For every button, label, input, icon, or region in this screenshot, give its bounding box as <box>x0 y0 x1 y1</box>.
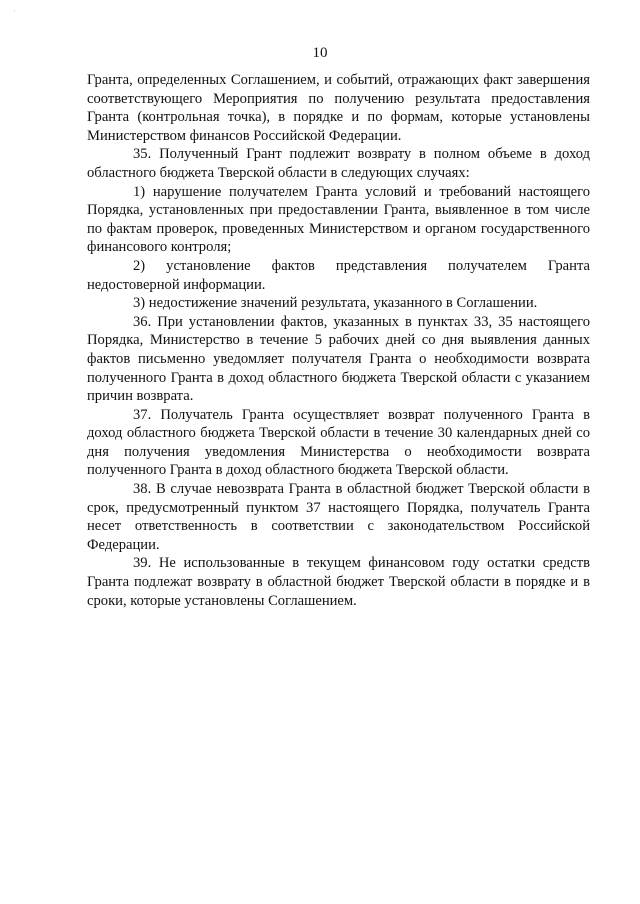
paragraph-35: 35. Полученный Грант подлежит возврату в полном объеме в доход областного бюджета Тверской области в следующих случаях: <box>87 146 590 181</box>
paragraph-37: 37. Получатель Гранта осуществляет возврат полученного Гранта в доход областного бюджета Тверской области в течение 30 календарных дней со дня получения уведомления Министерства о необходимости возврата полученного Гранта в доход областного бюджета Тверской области. <box>87 406 590 479</box>
corner-mark: · <box>13 6 16 16</box>
page-number: 10 <box>312 45 328 61</box>
paragraph-35-item-3: 3) недостижение значений результата, указанного в Соглашении. <box>133 295 538 312</box>
paragraph-35-item-1: 1) нарушение получателем Гранта условий и требований настоящего Порядка, установленных при предоставлении Гранта, выявленное в том числе по фактам проверок, проведенных Министерством и органом государственного финансового контроля; <box>87 183 590 256</box>
paragraph-35-item-2: 2) установление фактов представления получателем Гранта недостоверной информации. <box>87 257 590 293</box>
document-body <box>87 71 590 610</box>
paragraph-36: 36. При установлении фактов, указанных в пунктах 33, 35 настоящего Порядка, Министерство в течение 5 рабочих дней со дня выявления данных фактов письменно уведомляет получателя Гранта о необходимости возврата полученного Гранта в доход областного бюджета Тверской области с указанием причин возврата. <box>87 313 590 405</box>
paragraph-39: 39. Не использованные в текущем финансовом году остатки средств Гранта подлежат возврату в областной бюджет Тверской области в порядке и в сроки, которые установлены Соглашением. <box>87 555 590 609</box>
paragraph-continuation: Гранта, определенных Соглашением, и событий, отражающих факт завершения соответствующего Мероприятия по получению результата предоставления Гранта (контрольная точка), в порядке и по формам, которые установлены Министерством финансов Российской Федерации. <box>87 72 590 144</box>
paragraph-38: 38. В случае невозврата Гранта в областной бюджет Тверской области в срок, предусмотренный пунктом 37 настоящего Порядка, получатель Гранта несет ответственность в соответствии с законодательством Российской Федерации. <box>87 481 590 553</box>
